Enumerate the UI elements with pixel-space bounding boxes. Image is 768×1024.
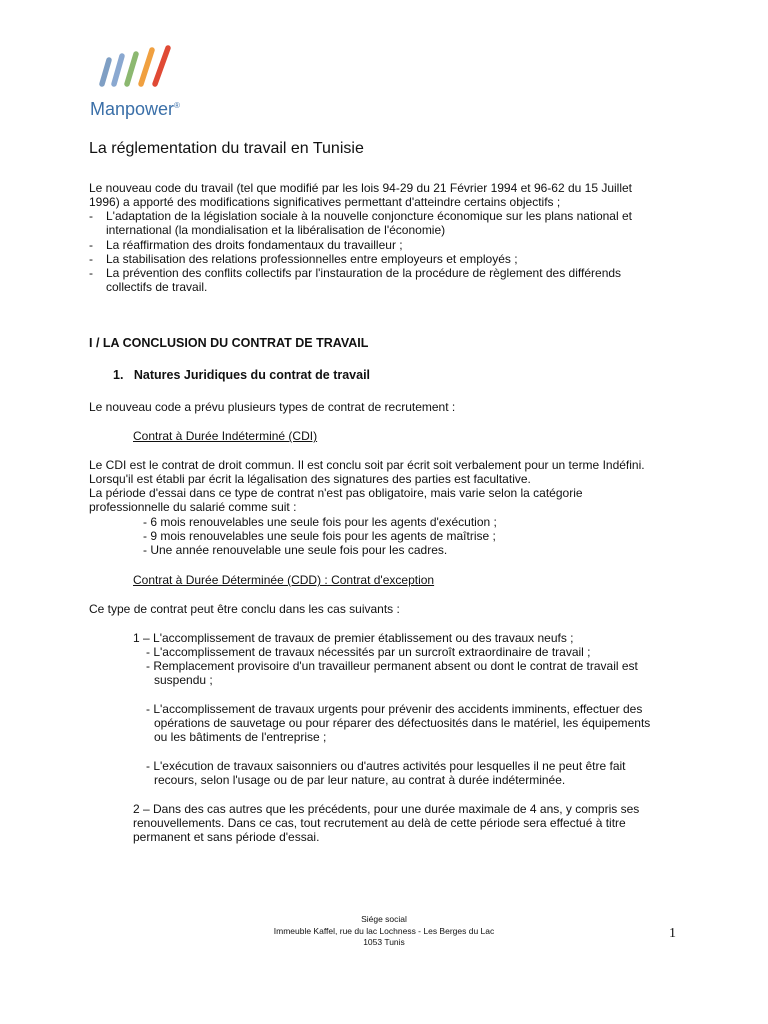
list-item-cont: opérations de sauvetage ou pour réparer des défectuosités dans le matériel, les équipements (154, 716, 651, 730)
cdi-line: professionnelle du salarié comme suit : (89, 500, 297, 514)
cdi-line: Le CDI est le contrat de droit commun. Il est conclu soit par écrit soit verbalement pour un terme Indéfini. (89, 458, 645, 472)
list-item: - L'adaptation de la législation sociale à la nouvelle conjoncture économique sur les plans national et international (la mondialisation et la libéralisation de l'économie) (89, 209, 632, 238)
list-item: - L'exécution de travaux saisonniers ou d'autres activités pour lesquelles il ne peut être fait (146, 759, 626, 773)
cdd-case-2: permanent et sans période d'essai. (133, 830, 320, 844)
paragraph: Le nouveau code a prévu plusieurs types de contrat de recrutement : (89, 400, 456, 414)
list-item: - L'accomplissement de travaux urgents pour prévenir des accidents imminents, effectuer des (146, 702, 643, 716)
list-item: - Remplacement provisoire d'un travailleur permanent absent ou dont le contrat de travail est (146, 659, 638, 673)
list-item: - L'accomplissement de travaux nécessités par un surcroît extraordinaire de travail ; (146, 645, 591, 659)
page-title: La réglementation du travail en Tunisie (89, 140, 364, 157)
intro-line: 1996) a apporté des modifications significatives permettant d'atteindre certains objectifs ; (89, 195, 561, 209)
list-item: - 9 mois renouvelables une seule fois pour les agents de maîtrise ; (143, 529, 496, 543)
page-number: 1 (669, 926, 676, 941)
intro-line: Le nouveau code du travail (tel que modifié par les lois 94-29 du 21 Février 1994 et 96-62 du 15 Juillet (89, 181, 633, 195)
cdd-case-2: 2 – Dans des cas autres que les précédents, pour une durée maximale de 4 ans, y compris ses (133, 802, 640, 816)
list-item: - La prévention des conflits collectifs par l'instauration de la procédure de règlement des différends collectifs de travail. (89, 266, 622, 295)
list-item: - 6 mois renouvelables une seule fois pour les agents d'exécution ; (143, 515, 497, 529)
list-item-cont: recours, selon l'usage ou de par leur nature, au contrat à durée indéterminée. (154, 773, 566, 787)
list-item-cont: suspendu ; (154, 673, 213, 687)
brand-name: Manpower® (90, 99, 180, 119)
manpower-logo-icon (96, 44, 176, 88)
paragraph: Ce type de contrat peut être conclu dans les cas suivants : (89, 602, 400, 616)
cdd-case-2: renouvellements. Dans ce cas, tout recrutement au delà de cette période sera effectué à titre (133, 816, 626, 830)
cdi-heading: Contrat à Durée Indéterminé (CDI) (133, 429, 318, 443)
list-item: - La réaffirmation des droits fondamentaux du travailleur ; (89, 238, 403, 252)
list-item-cont: ou les bâtiments de l'entreprise ; (154, 730, 327, 744)
section-heading: I / LA CONCLUSION DU CONTRAT DE TRAVAIL (89, 336, 369, 350)
footer-address: Siége social Immeuble Kaffel, rue du lac Lochness - Les Berges du Lac 1053 Tunis (273, 914, 495, 947)
cdi-line: La période d'essai dans ce type de contrat n'est pas obligatoire, mais varie selon la catégorie (89, 486, 583, 500)
subsection-heading: 1. Natures Juridiques du contrat de travail (113, 368, 371, 382)
cdd-heading: Contrat à Durée Déterminée (CDD) : Contrat d'exception (133, 573, 435, 587)
list-item: - Une année renouvelable une seule fois pour les cadres. (143, 543, 448, 557)
cdi-line: Lorsqu'il est établi par écrit la légalisation des signatures des parties est facultative. (89, 472, 531, 486)
list-item: - La stabilisation des relations professionnelles entre employeurs et employés ; (89, 252, 518, 266)
cdd-case-1: 1 – L'accomplissement de travaux de premier établissement ou des travaux neufs ; (133, 631, 574, 645)
